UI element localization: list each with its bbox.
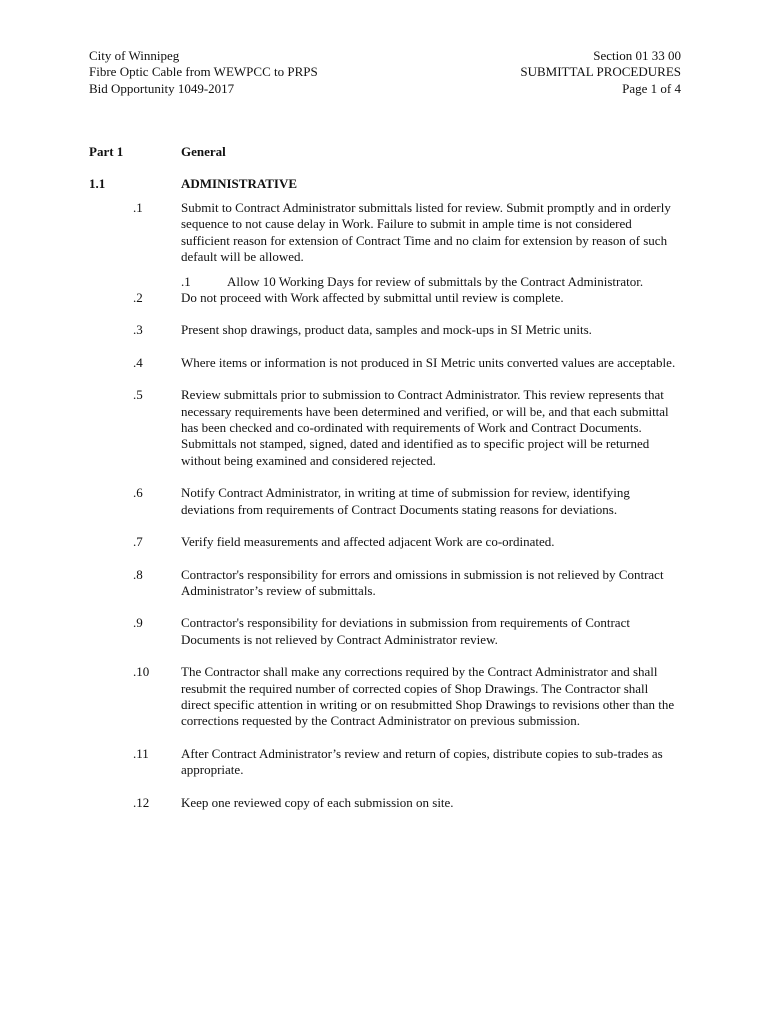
clause-list [89,200,689,827]
subclause-item [89,274,689,290]
clause-text: Notify Contract Administrator, in writing at time of submission for review, identifying deviations from requirements of Contract Documents stating reasons for deviations. [181,485,630,517]
subclause-text: Allow 10 Working Days for review of submittals by the Contract Administrator. [227,273,644,289]
clause-text: Present shop drawings, product data, samples and mock-ups in SI Metric units. [181,322,592,338]
clause-item [89,664,689,730]
clause-number: .12 [133,794,150,810]
header-project: Fibre Optic Cable from WEWPCC to PRPS [89,64,318,80]
clause-number: .9 [133,615,143,631]
header-bid: Bid Opportunity 1049-2017 [89,80,235,96]
clause-number: .4 [133,354,143,370]
header-section-title: SUBMITTAL PROCEDURES [520,64,681,80]
clause-number: .8 [133,566,143,582]
header-section-number: Section 01 33 00 [593,48,681,63]
clause-number: .10 [133,664,150,680]
clause-number: .6 [133,485,143,501]
clause-item [89,355,689,371]
header-right [520,48,681,97]
clause-number: .7 [133,534,143,550]
header-page-number: Page 1 of 4 [622,80,681,96]
clause-text: The Contractor shall make any corrections required by the Contract Administrator and shall resubmit the required number of corrected copies of Shop Drawings. The Contractor shall direct specific attention in writing or on resubmitted Shop Drawings to revisions other than the corrections requested by the Contract Administrator on previous submission. [181,664,675,729]
clause-item [89,746,689,779]
clause-text: Keep one reviewed copy of each submission on site. [181,794,454,810]
clause-number: .11 [133,745,149,761]
clause-item [89,485,689,518]
clause-text: After Contract Administrator’s review and return of copies, distribute copies to sub-trades as appropriate. [181,745,663,778]
clause-item [89,387,689,469]
clause-number: .3 [133,322,143,338]
clause-number: .1 [133,200,143,215]
clause-item [89,322,689,338]
clause-item [89,290,689,306]
clause-item [89,200,689,266]
header-owner: City of Winnipeg [89,48,180,63]
clause-item [89,534,689,550]
section-number: 1.1 [89,176,106,191]
part-title: General [181,144,226,159]
clause-text: Contractor's responsibility for deviations in submission from requirements of Contract Documents is not relieved by Contract Administrator review. [181,615,630,647]
subclause-number: .1 [181,273,191,289]
clause-text: Verify field measurements and affected adjacent Work are co-ordinated. [181,534,555,550]
part-number: Part 1 [89,144,124,159]
clause-text: Where items or information is not produced in SI Metric units converted values are acceptable. [181,354,676,370]
clause-text: Do not proceed with Work affected by submittal until review is complete. [181,290,564,306]
clause-text: Contractor's responsibility for errors and omissions in submission is not relieved by Contract Administrator’s review of submittals. [181,566,664,598]
clause-text: Review submittals prior to submission to Contract Administrator. This review represents that necessary requirements have been determined and verified, or will be, and that each submittal has been checked and co-ordinated with requirements of Work and Contract Documents. Submittals not stamped, signed, dated and identified as to specific project will be returned without being examined and considered rejected. [181,387,669,468]
clause-item [89,615,689,648]
clause-number: .2 [133,290,143,306]
section-title: ADMINISTRATIVE [181,176,298,191]
clause-number: .5 [133,387,143,403]
clause-text: Submit to Contract Administrator submittals listed for review. Submit promptly and in orderly sequence to not cause delay in Work. Failure to submit in ample time is not considered sufficient reason for extension of Contract Time and no claim for extension by reason of such default will be allowed. [181,200,671,265]
clause-item [89,795,689,811]
clause-item [89,567,689,600]
header-left [89,48,318,97]
